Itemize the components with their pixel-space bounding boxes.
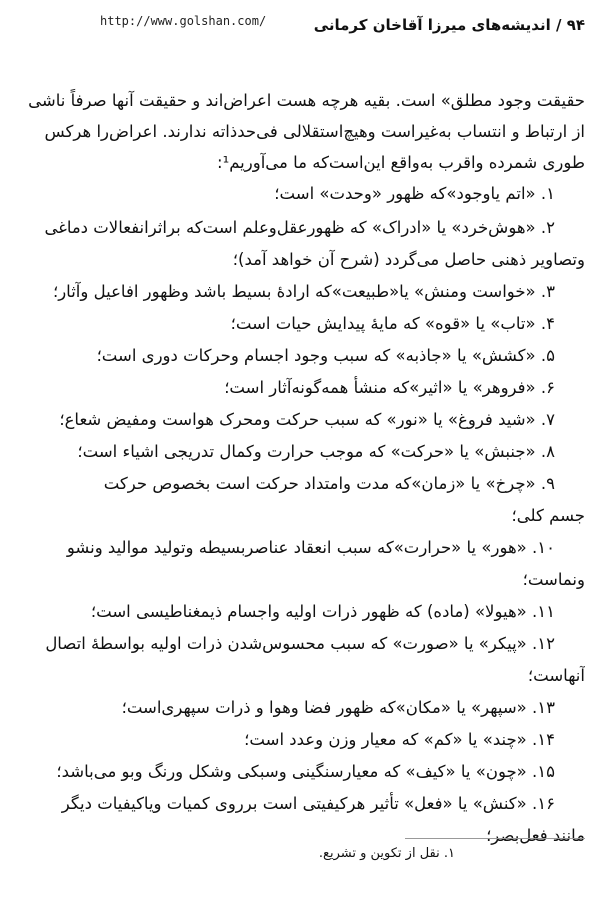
text-line: طوری شمرده واقرب به‌واقع این‌است‌که ما می‌آوریم¹: [217, 153, 585, 172]
list-item: ۱۱. «هیولا» (ماده) که ظهور ذرات اولیه واجسام ذیمغناطیسی است؛ [90, 602, 555, 621]
text-line: حقیقت وجود مطلق» است. بقیه هرچه هست اعراض‌اند و حقیقت آنها صرفاً ناشی [28, 91, 585, 110]
list-item: ۸. «جنبش» یا «حرکت» که موجب حرارت وکمال تدریجی اشیاء است؛ [77, 442, 555, 461]
list-item: ۱۰. «هور» یا «حرارت»که سبب انعقاد عناصربسیطه وتولید موالید ونشو [66, 538, 555, 557]
list-item: ۱۵. «چون» یا «کیف» که معیارسنگینی وسبکی وشکل ورنگ وبو می‌باشد؛ [56, 762, 555, 781]
list-item: ۵. «کشش» یا «جاذبه» که سبب وجود اجسام وحرکات دوری است؛ [96, 346, 555, 365]
footnote-divider [405, 838, 585, 839]
source-url: http://www.golshan.com/ [100, 14, 267, 28]
list-item: ۴. «تاب» یا «قوه» که مایهٔ پیدایش حیات است؛ [230, 314, 555, 333]
list-item-continuation: وتصاویر ذهنی حاصل می‌گردد (شرح آن خواهد آمد)؛ [232, 250, 585, 269]
footnote: ۱. نقل از تکوین و تشریع. [318, 846, 455, 861]
list-item: ۹. «چرخ» یا «زمان»که مدت وامتداد حرکت است بخصوص حرکت [103, 474, 555, 493]
list-item-continuation: ونماست؛ [522, 570, 585, 589]
list-item: ۱۴. «چند» یا «کم» که معیار وزن وعدد است؛ [244, 730, 555, 749]
list-item: ۱۳. «سپهر» یا «مکان»که ظهور فضا وهوا و ذرات سپهری‌است؛ [121, 698, 555, 717]
header-separator: / [555, 16, 562, 34]
list-item: ۱۶. «کنش» یا «فعل» تأثیر هرکیفیتی است برروی کمیات ویاکیفیات دیگر [61, 794, 555, 813]
running-header [314, 16, 585, 34]
list-item: ۶. «فروهر» یا «اثیر»که منشأ همه‌گونه‌آثار است؛ [224, 378, 555, 397]
list-item: ۷. «شید فروغ» یا «نور» که سبب حرکت ومحرک هواست ومفیض شعاع؛ [59, 410, 555, 429]
list-item: ۱. «اتم یاوجود»که ظهور «وحدت» است؛ [274, 184, 555, 203]
list-item: ۳. «خواست ومنش» یا«طبیعت»که ارادهٔ بسیط باشد وظهور افاعیل وآثار؛ [52, 282, 555, 301]
list-item: ۱۲. «پیکر» یا «صورت» که سبب محسوس‌شدن ذرات اولیه بواسطهٔ اتصال [45, 634, 555, 653]
page-number: ۹۴ [566, 16, 585, 34]
text-line: از ارتباط و انتساب به‌غیراست وهیچ‌استقلالی فی‌حدذاته ندارند. اعراض‌را هرکس [44, 122, 585, 141]
list-item: ۲. «هوش‌خرد» یا «ادراک» که ظهورعقل‌وعلم است‌که براثرانفعالات دماغی [44, 218, 555, 237]
book-title: اندیشه‌های میرزا آقاخان کرمانی [313, 16, 551, 34]
list-item-continuation: آنهاست؛ [527, 666, 585, 685]
list-item-continuation: جسم کلی؛ [511, 506, 585, 525]
list-item-continuation: مانند فعل‌بصر؛ [486, 826, 585, 845]
